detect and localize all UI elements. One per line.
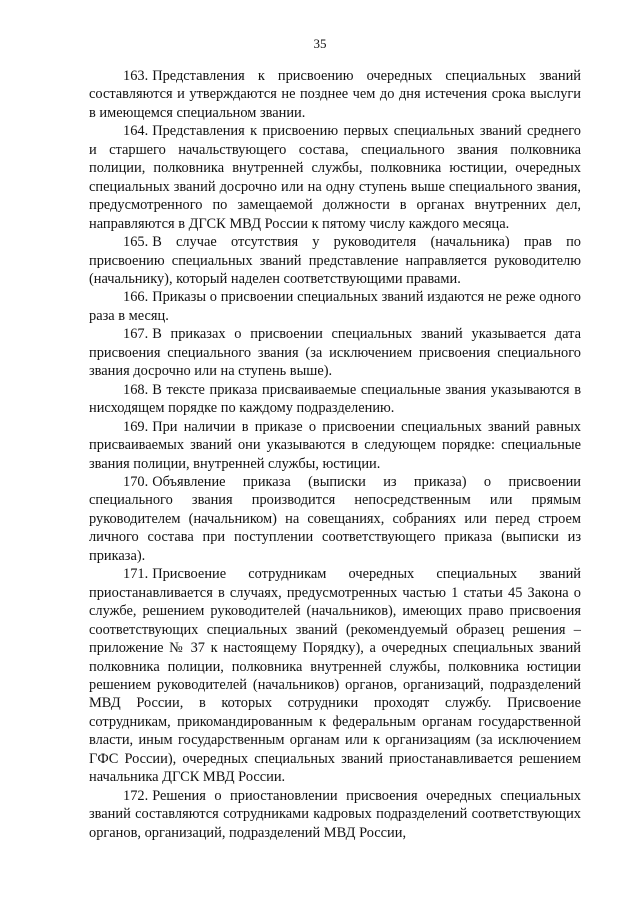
paragraph-text: В случае отсутствия у руководителя (начальника) прав по присвоению специальных званий представление направляется руководителю (начальнику), который наделен соответствующими правами. [89, 234, 581, 287]
paragraph-number: 170. [123, 473, 149, 490]
paragraph-text: При наличии в приказе о присвоении специальных званий равных присваиваемых званий они указываются в следующем порядке: специальные звания полиции, внутренней службы, юстиции. [89, 418, 581, 472]
paragraph-text: В тексте приказа присваиваемые специальные звания указываются в нисходящем порядке по каждому подразделению. [89, 381, 581, 417]
document-body [89, 67, 581, 842]
paragraph-165 [89, 233, 581, 288]
paragraph-164 [89, 122, 581, 233]
paragraph-number: 169. [123, 418, 149, 435]
paragraph-text: Представления к присвоению очередных специальных званий составляются и утверждаются не позднее чем до дня истечения срока выслуги в имеющемся специальном звании. [89, 68, 581, 121]
paragraph-text: Приказы о присвоении специальных званий издаются не реже одного раза в месяц. [89, 289, 581, 324]
paragraph-text: Присвоение сотрудникам очередных специальных званий приостанавливается в случаях, предусмотренных частью 1 статьи 45 Закона о службе, решением руководителей (начальников), имеющих право присвоения соответствующих специальных званий (рекомендуемый образец решения – приложение № 37 к настоящему Порядку), а очередных специальных званий полковника полиции, полковника внутренней службы, полковника юстиции решением руководителей (начальников) органов, организаций, подразделений МВД России, в которых сотрудники проходят службу. Присвоение сотрудникам, прикомандированным к федеральным органам государственной власти, иным государственным органам или к организациям (за исключением ГФС России), очередных специальных званий приостанавливается решением начальника ДГСК МВД России. [89, 566, 581, 786]
paragraph-text: Объявление приказа (выписки из приказа) о присвоении специального звания производится непосредственным или прямым руководителем (начальником) на совещаниях, собраниях или перед строем личного состава при поступлении соответствующего приказа (выписки из приказа). [89, 473, 581, 564]
paragraph-number: 163. [123, 68, 149, 84]
paragraph-number: 168. [123, 381, 149, 398]
paragraph-number: 166. [123, 289, 149, 306]
paragraph-163 [89, 67, 581, 122]
paragraph-166 [89, 288, 581, 325]
page-number: 35 [313, 36, 327, 51]
paragraph-text: Решения о приостановлении присвоения очередных специальных званий составляются сотрудниками кадровых подразделений соответствующих органов, организаций, подразделений МВД России, [89, 787, 581, 841]
paragraph-text: Представления к присвоению первых специальных званий среднего и старшего начальствующего состава, специального звания полковника полиции, полковника внутренней службы, полковника юстиции, очередных специальных званий досрочно или на одну ступень выше специального звания, предусмотренного по замещаемой должности в органах внутренних дел, направляются в ДГСК МВД России к пятому числу каждого месяца. [89, 123, 581, 232]
paragraph-167 [89, 325, 581, 380]
paragraph-text: В приказах о присвоении специальных званий указывается дата присвоения специального звания (за исключением присвоения специального звания досрочно или на ступень выше). [89, 326, 581, 380]
paragraph-number: 167. [123, 326, 149, 343]
paragraph-169 [89, 418, 581, 473]
paragraph-number: 171. [123, 566, 149, 583]
paragraph-171 [89, 565, 581, 786]
paragraph-172 [89, 787, 581, 842]
paragraph-number: 172. [123, 787, 149, 804]
paragraph-168 [89, 381, 581, 418]
paragraph-number: 164. [123, 123, 149, 140]
paragraph-170 [89, 473, 581, 565]
paragraph-number: 165. [123, 234, 149, 251]
